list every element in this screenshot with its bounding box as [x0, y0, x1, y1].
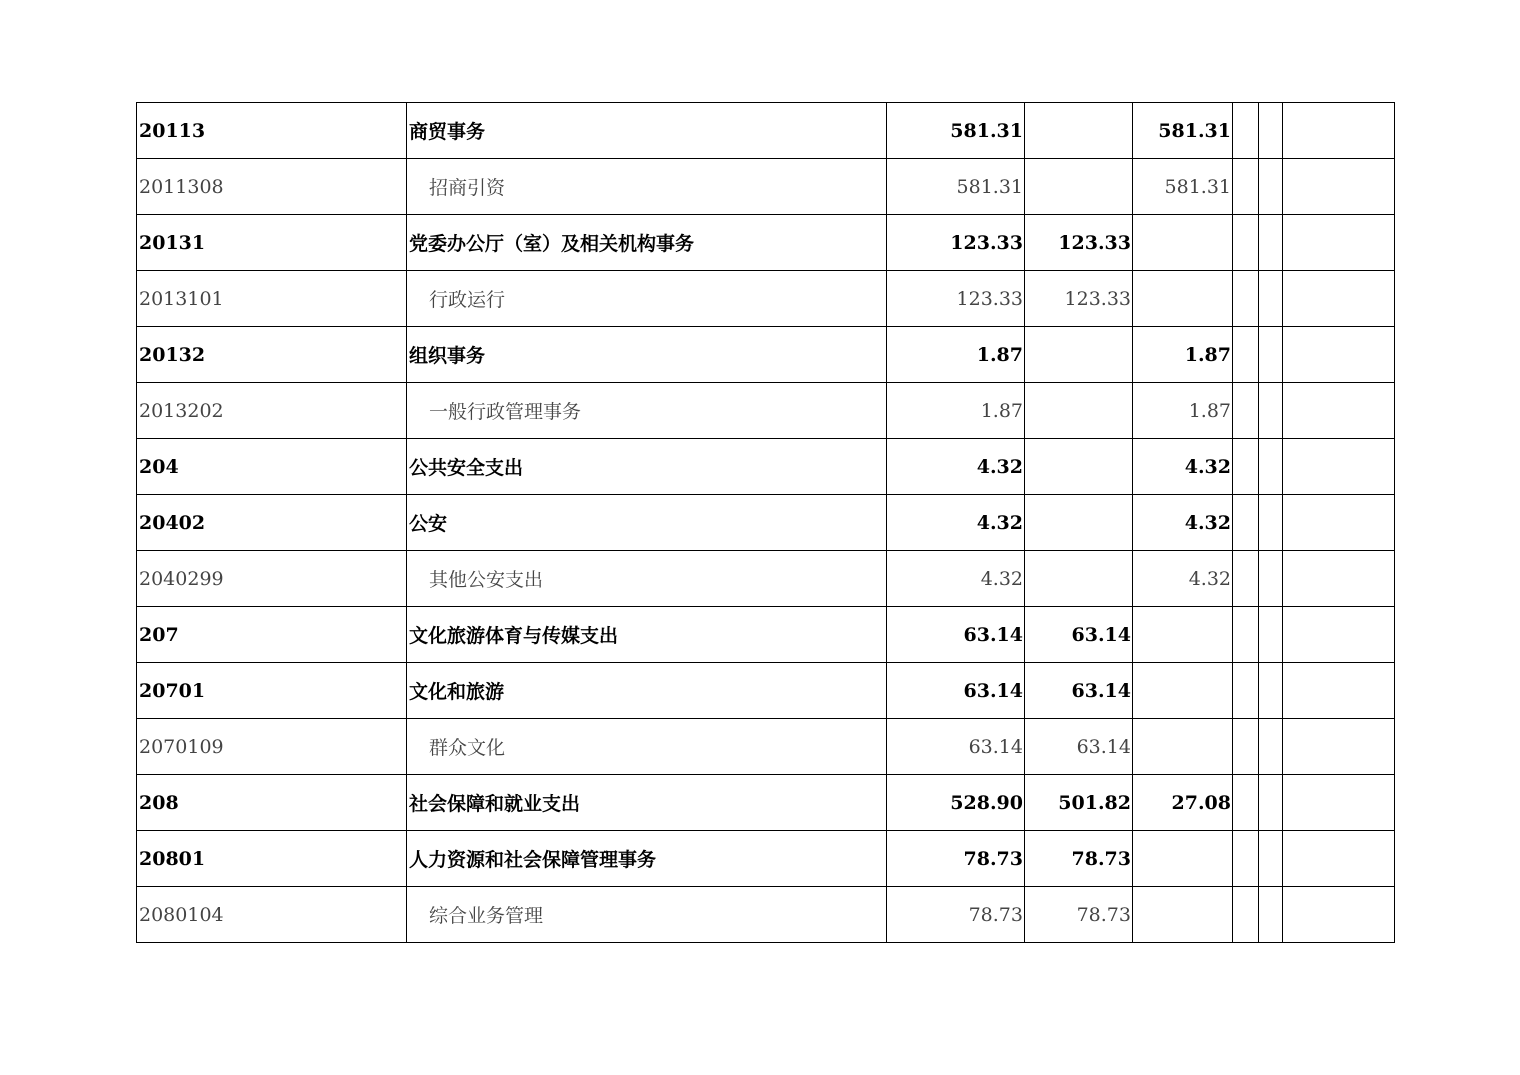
- basic-expense-cell: [1025, 551, 1133, 607]
- empty-cell: [1259, 383, 1283, 439]
- project-expense-cell: 581.31: [1133, 103, 1233, 159]
- total-amount-cell: 581.31: [887, 103, 1025, 159]
- account-name-cell: 组织事务: [407, 327, 887, 383]
- basic-expense-cell: 78.73: [1025, 887, 1133, 943]
- empty-cell: [1283, 383, 1395, 439]
- basic-expense-cell: 123.33: [1025, 271, 1133, 327]
- account-name-cell: 文化旅游体育与传媒支出: [407, 607, 887, 663]
- table-row: [137, 159, 1395, 215]
- account-code-cell: 204: [137, 439, 407, 495]
- account-name-cell: 招商引资: [407, 159, 887, 215]
- table-row: [137, 551, 1395, 607]
- empty-cell: [1283, 831, 1395, 887]
- empty-cell: [1233, 775, 1259, 831]
- table-row: [137, 439, 1395, 495]
- account-name-cell: 公共安全支出: [407, 439, 887, 495]
- empty-cell: [1259, 831, 1283, 887]
- empty-cell: [1283, 103, 1395, 159]
- total-amount-cell: 4.32: [887, 551, 1025, 607]
- empty-cell: [1259, 327, 1283, 383]
- total-amount-cell: 1.87: [887, 327, 1025, 383]
- empty-cell: [1259, 551, 1283, 607]
- account-name-cell: 人力资源和社会保障管理事务: [407, 831, 887, 887]
- total-amount-cell: 581.31: [887, 159, 1025, 215]
- empty-cell: [1283, 607, 1395, 663]
- empty-cell: [1233, 327, 1259, 383]
- table-row: [137, 271, 1395, 327]
- empty-cell: [1259, 719, 1283, 775]
- account-name-cell: 商贸事务: [407, 103, 887, 159]
- table-row: [137, 719, 1395, 775]
- empty-cell: [1259, 887, 1283, 943]
- account-code-cell: 2040299: [137, 551, 407, 607]
- table-row: [137, 831, 1395, 887]
- empty-cell: [1259, 103, 1283, 159]
- empty-cell: [1233, 663, 1259, 719]
- project-expense-cell: 27.08: [1133, 775, 1233, 831]
- total-amount-cell: 4.32: [887, 439, 1025, 495]
- empty-cell: [1283, 439, 1395, 495]
- basic-expense-cell: 63.14: [1025, 607, 1133, 663]
- account-code-cell: 2011308: [137, 159, 407, 215]
- account-code-cell: 20402: [137, 495, 407, 551]
- table-row: [137, 327, 1395, 383]
- empty-cell: [1259, 775, 1283, 831]
- account-code-cell: 2070109: [137, 719, 407, 775]
- basic-expense-cell: [1025, 495, 1133, 551]
- empty-cell: [1283, 775, 1395, 831]
- total-amount-cell: 1.87: [887, 383, 1025, 439]
- project-expense-cell: 581.31: [1133, 159, 1233, 215]
- empty-cell: [1233, 159, 1259, 215]
- basic-expense-cell: [1025, 103, 1133, 159]
- empty-cell: [1233, 607, 1259, 663]
- account-name-cell: 文化和旅游: [407, 663, 887, 719]
- empty-cell: [1233, 439, 1259, 495]
- budget-table: [136, 102, 1395, 943]
- project-expense-cell: [1133, 887, 1233, 943]
- project-expense-cell: 4.32: [1133, 439, 1233, 495]
- total-amount-cell: 123.33: [887, 271, 1025, 327]
- table-row: [137, 607, 1395, 663]
- project-expense-cell: [1133, 271, 1233, 327]
- table-row: [137, 495, 1395, 551]
- budget-table-body: [137, 103, 1395, 943]
- empty-cell: [1283, 159, 1395, 215]
- basic-expense-cell: 63.14: [1025, 663, 1133, 719]
- empty-cell: [1283, 663, 1395, 719]
- empty-cell: [1283, 551, 1395, 607]
- empty-cell: [1259, 439, 1283, 495]
- project-expense-cell: [1133, 215, 1233, 271]
- empty-cell: [1283, 271, 1395, 327]
- empty-cell: [1259, 607, 1283, 663]
- table-row: [137, 663, 1395, 719]
- basic-expense-cell: [1025, 159, 1133, 215]
- total-amount-cell: 78.73: [887, 831, 1025, 887]
- account-code-cell: 207: [137, 607, 407, 663]
- account-code-cell: 20701: [137, 663, 407, 719]
- account-name-cell: 行政运行: [407, 271, 887, 327]
- empty-cell: [1233, 215, 1259, 271]
- table-row: [137, 383, 1395, 439]
- account-name-cell: 公安: [407, 495, 887, 551]
- empty-cell: [1259, 495, 1283, 551]
- basic-expense-cell: 501.82: [1025, 775, 1133, 831]
- project-expense-cell: [1133, 831, 1233, 887]
- account-code-cell: 2013101: [137, 271, 407, 327]
- empty-cell: [1233, 495, 1259, 551]
- account-code-cell: 2080104: [137, 887, 407, 943]
- project-expense-cell: [1133, 719, 1233, 775]
- empty-cell: [1283, 327, 1395, 383]
- project-expense-cell: [1133, 607, 1233, 663]
- empty-cell: [1283, 495, 1395, 551]
- account-name-cell: 群众文化: [407, 719, 887, 775]
- project-expense-cell: 4.32: [1133, 551, 1233, 607]
- account-name-cell: 党委办公厅（室）及相关机构事务: [407, 215, 887, 271]
- table-row: [137, 887, 1395, 943]
- project-expense-cell: 1.87: [1133, 327, 1233, 383]
- empty-cell: [1233, 103, 1259, 159]
- account-name-cell: 社会保障和就业支出: [407, 775, 887, 831]
- table-row: [137, 775, 1395, 831]
- total-amount-cell: 63.14: [887, 663, 1025, 719]
- basic-expense-cell: [1025, 327, 1133, 383]
- empty-cell: [1233, 383, 1259, 439]
- account-code-cell: 20801: [137, 831, 407, 887]
- account-code-cell: 20113: [137, 103, 407, 159]
- basic-expense-cell: [1025, 383, 1133, 439]
- total-amount-cell: 63.14: [887, 719, 1025, 775]
- project-expense-cell: 1.87: [1133, 383, 1233, 439]
- basic-expense-cell: [1025, 439, 1133, 495]
- empty-cell: [1233, 831, 1259, 887]
- account-code-cell: 20131: [137, 215, 407, 271]
- basic-expense-cell: 78.73: [1025, 831, 1133, 887]
- empty-cell: [1283, 887, 1395, 943]
- empty-cell: [1233, 271, 1259, 327]
- account-name-cell: 一般行政管理事务: [407, 383, 887, 439]
- project-expense-cell: 4.32: [1133, 495, 1233, 551]
- empty-cell: [1259, 159, 1283, 215]
- total-amount-cell: 4.32: [887, 495, 1025, 551]
- account-code-cell: 2013202: [137, 383, 407, 439]
- total-amount-cell: 528.90: [887, 775, 1025, 831]
- basic-expense-cell: 63.14: [1025, 719, 1133, 775]
- account-name-cell: 综合业务管理: [407, 887, 887, 943]
- basic-expense-cell: 123.33: [1025, 215, 1133, 271]
- empty-cell: [1233, 887, 1259, 943]
- empty-cell: [1233, 719, 1259, 775]
- total-amount-cell: 123.33: [887, 215, 1025, 271]
- empty-cell: [1233, 551, 1259, 607]
- table-row: [137, 103, 1395, 159]
- empty-cell: [1283, 215, 1395, 271]
- total-amount-cell: 63.14: [887, 607, 1025, 663]
- empty-cell: [1259, 663, 1283, 719]
- empty-cell: [1259, 215, 1283, 271]
- table-row: [137, 215, 1395, 271]
- project-expense-cell: [1133, 663, 1233, 719]
- empty-cell: [1283, 719, 1395, 775]
- account-code-cell: 20132: [137, 327, 407, 383]
- total-amount-cell: 78.73: [887, 887, 1025, 943]
- account-code-cell: 208: [137, 775, 407, 831]
- account-name-cell: 其他公安支出: [407, 551, 887, 607]
- empty-cell: [1259, 271, 1283, 327]
